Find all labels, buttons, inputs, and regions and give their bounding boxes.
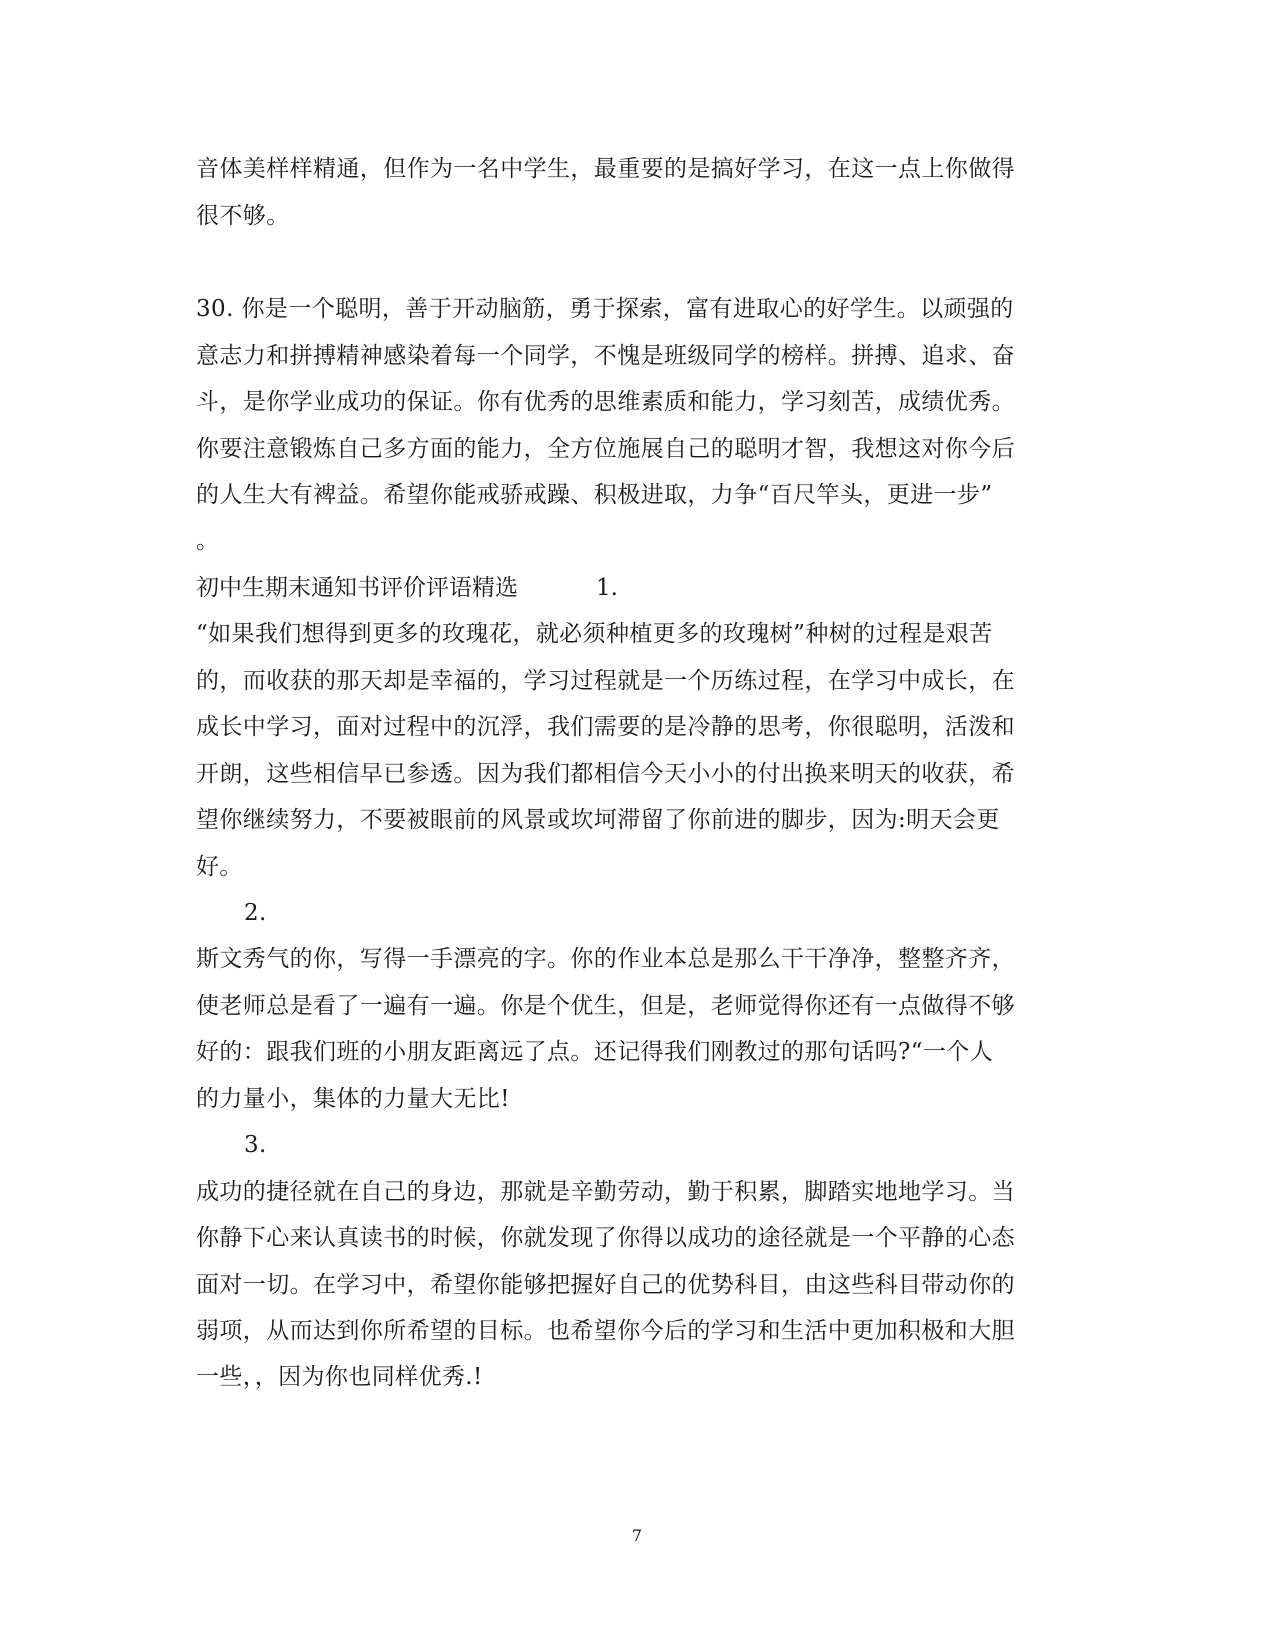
text-line: 望你继续努力，不要被眼前的风景或坎坷滞留了你前进的脚步，因为:明天会更 [196,807,1000,833]
item-number: 2. [244,900,267,926]
section-heading: 初中生期末通知书评价评语精选 [196,575,518,601]
text-line: “如果我们想得到更多的玫瑰花，就必须种植更多的玫瑰树”种树的过程是艰苦 [196,621,993,647]
text-line: 30. 你是一个聪明，善于开动脑筋，勇于探索，富有进取心的好学生。以顽强的 [196,296,1014,322]
text-line: 成功的捷径就在自己的身边，那就是辛勤劳动，勤于积累，脚踏实地地学习。当 [196,1179,1015,1205]
text-line: 你要注意锻炼自己多方面的能力，全方位施展自己的聪明才智，我想这对你今后 [196,436,1015,462]
page-number: 7 [631,1526,643,1545]
text-line: 斯文秀气的你，写得一手漂亮的字。你的作业本总是那么干干净净，整整齐齐， [196,946,1015,972]
item-number: 1. [596,575,618,601]
text-line: 好。 [196,854,243,880]
text-line: 的人生大有裨益。希望你能戒骄戒躁、积极进取，力争“百尺竿头，更进一步” [196,482,993,508]
item-number: 3. [244,1132,267,1158]
text-line: 一些，，因为你也同样优秀.! [196,1364,483,1390]
text-line: 面对一切。在学习中，希望你能够把握好自己的优势科目，由这些科目带动你的 [196,1272,1015,1298]
text-line: 你静下心来认真读书的时候，你就发现了你得以成功的途径就是一个平静的心态 [196,1225,1015,1251]
text-line: 开朗，这些相信早已参透。因为我们都相信今天小小的付出换来明天的收获，希 [196,761,1015,787]
text-line: 斗，是你学业成功的保证。你有优秀的思维素质和能力，学习刻苦，成绩优秀。 [196,389,1015,415]
text-line: 使老师总是看了一遍有一遍。你是个优生，但是，老师觉得你还有一点做得不够 [196,993,1015,1019]
text-line: 意志力和拼搏精神感染着每一个同学，不愧是班级同学的榜样。拼搏、追求、奋 [196,343,1015,369]
text-line: 弱项，从而达到你所希望的目标。也希望你今后的学习和生活中更加积极和大胆 [196,1318,1015,1344]
text-line: 好的：跟我们班的小朋友距离远了点。还记得我们刚教过的那句话吗?“一个人 [196,1039,994,1065]
text-line: 很不够。 [196,203,290,229]
text-line: 的，而收获的那天却是幸福的，学习过程就是一个历练过程，在学习中成长，在 [196,668,1015,694]
text-line: 的力量小，集体的力量大无比! [196,1086,510,1112]
text-line: 成长中学习，面对过程中的沉浮，我们需要的是冷静的思考，你很聪明，活泼和 [196,714,1015,740]
text-line: 音体美样样精通，但作为一名中学生，最重要的是搞好学习，在这一点上你做得 [196,156,1015,182]
text-line: 。 [196,528,220,554]
